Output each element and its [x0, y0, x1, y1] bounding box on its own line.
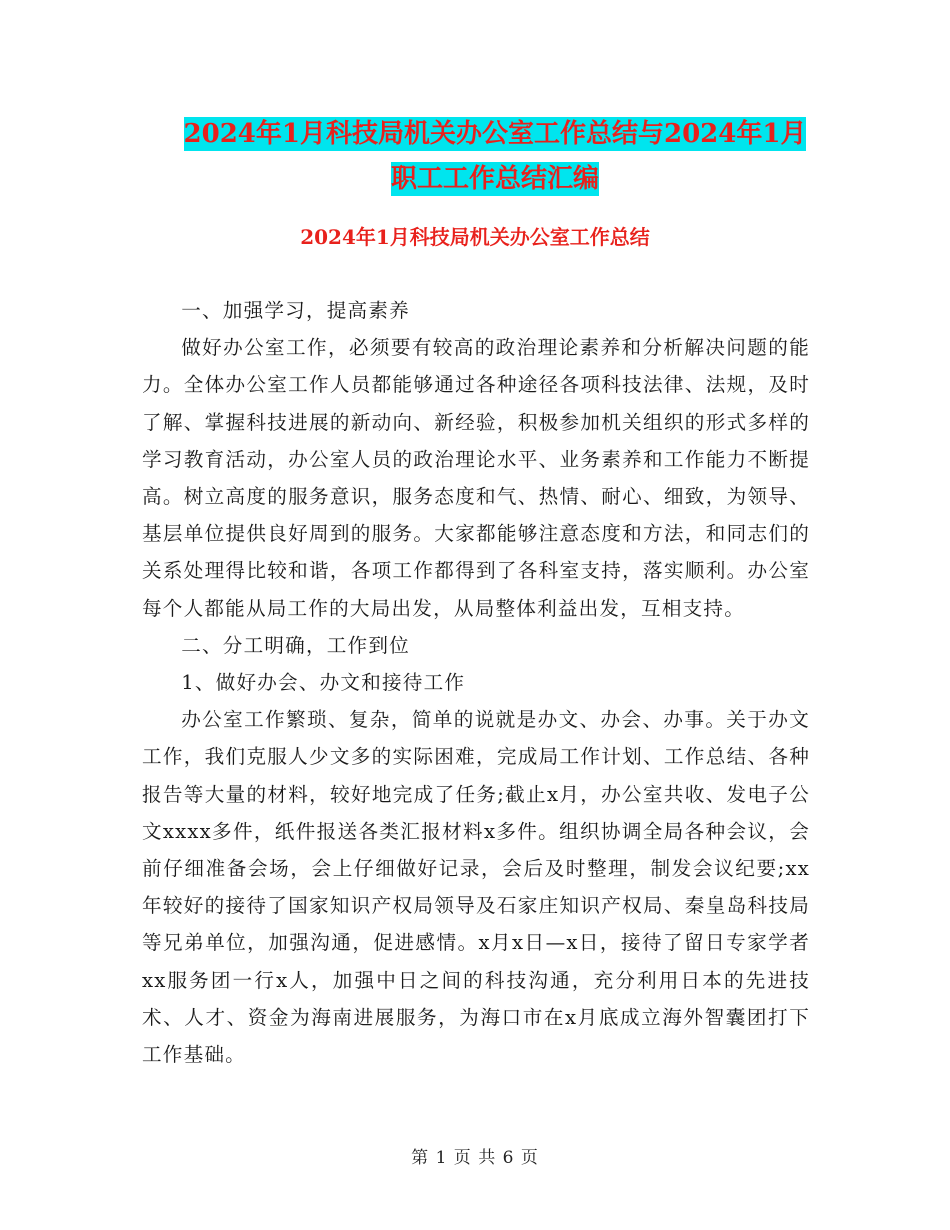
document-title-line-1: 2024年1月科技局机关办公室工作总结与2024年1月 — [183, 119, 807, 149]
section-title: 2024年1月科技局机关办公室工作总结 — [300, 225, 650, 249]
heading-1: 一、加强学习，提高素养 — [181, 299, 410, 322]
paragraph-1: 做好办公室工作，必须要有较高的政治理论素养和分析解决问题的能力。全体办公室工作人员都能够通过各种途径各项科技法律、法规，及时了解、掌握科技进展的新动向、新经验，积极参加机关组织的形式多样的学习教育活动，办公室人员的政治理论水平、业务素养和工作能力不断提高。树立高度的服务意识，服务态度和气、热情、耐心、细致，为领导、基层单位提供良好周到的服务。大家都能够注意态度和方法，和同志们的关系处理得比较和谐，各项工作都得到了各科室支持，落实顺利。办公室每个人都能从局工作的大局出发，从局整体利益出发，互相支持。 — [142, 336, 810, 620]
document-title-line-2: 职工工作总结汇编 — [390, 164, 599, 194]
body-text — [142, 292, 810, 1073]
paragraph-2: 办公室工作繁琐、复杂，简单的说就是办文、办会、办事。关于办文工作，我们克服人少文多的实际困难，完成局工作计划、工作总结、各种报告等大量的材料，较好地完成了任务;截止x月，办公室共收、发电子公文xxxx多件，纸件报送各类汇报材料x多件。组织协调全局各种会议，会前仔细准备会场，会上仔细做好记录，会后及时整理，制发会议纪要;xx年较好的接待了国家知识产权局领导及石家庄知识产权局、秦皇岛科技局等兄弟单位，加强沟通，促进感情。x月x日—x日，接待了留日专家学者xx服务团一行x人，加强中日之间的科技沟通，充分利用日本的先进技术、人才、资金为海南进展服务，为海口市在x月底成立海外智囊团打下工作基础。 — [142, 708, 810, 1067]
subheading-1: 1、做好办会、办文和接待工作 — [181, 671, 466, 695]
page-footer: 第 1 页 共 6 页 — [411, 1148, 539, 1168]
heading-2: 二、分工明确，工作到位 — [181, 633, 410, 657]
document-title — [140, 112, 850, 202]
